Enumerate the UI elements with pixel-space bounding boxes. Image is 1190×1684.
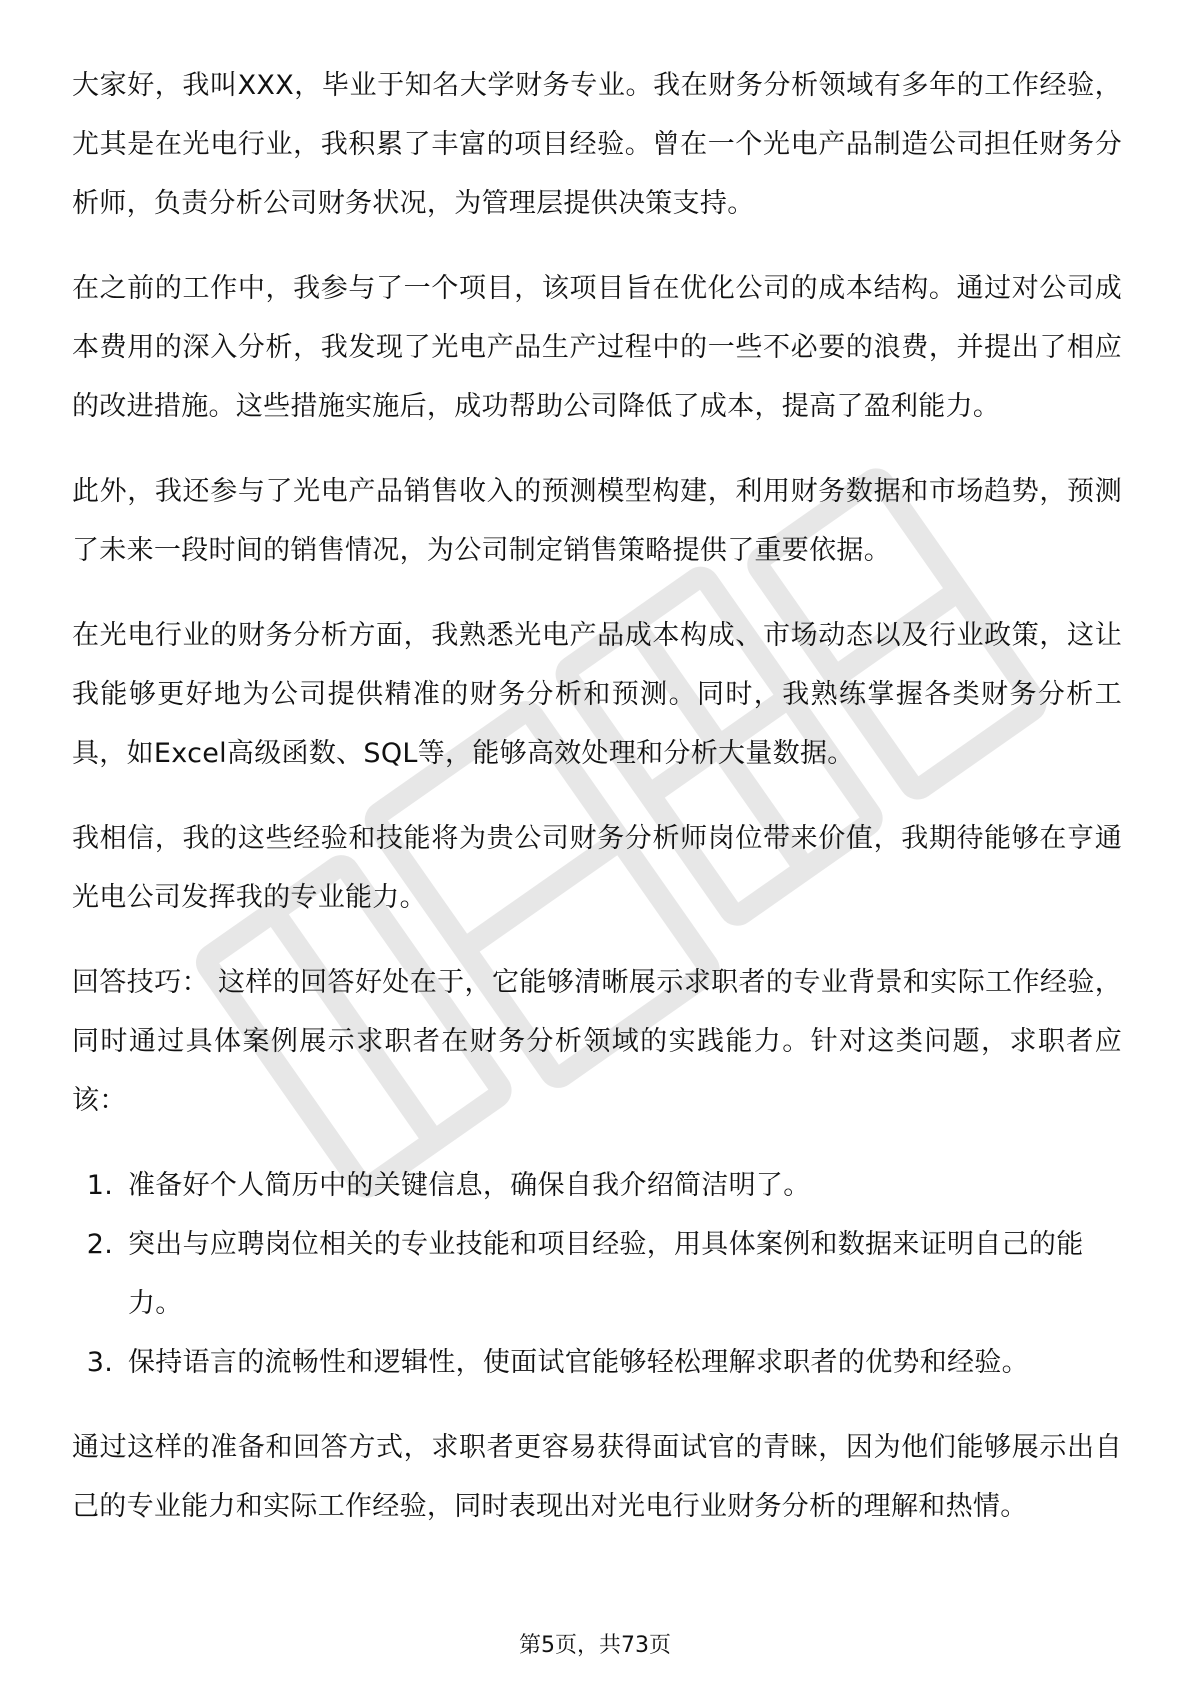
paragraph-industry-skills: 在光电行业的财务分析方面，我熟悉光电产品成本构成、市场动态以及行业政策，这让我能够更好地为公司提供精准的财务分析和预测。同时，我熟练掌握各类财务分析工具，如Excel高级函数、SQL等，能够高效处理和分析大量数据。	[72, 620, 1122, 769]
paragraph-intro: 大家好，我叫XXX，毕业于知名大学财务专业。我在财务分析领域有多年的工作经验，尤其是在光电行业，我积累了丰富的项目经验。曾在一个光电产品制造公司担任财务分析师，负责分析公司财务状况，为管理层提供决策支持。	[72, 70, 1122, 219]
paragraph-closing-statement: 我相信，我的这些经验和技能将为贵公司财务分析师岗位带来价值，我期待能够在亨通光电公司发挥我的专业能力。	[72, 823, 1122, 913]
tips-list	[72, 1156, 1122, 1392]
list-item: 3. 保持语言的流畅性和逻辑性，使面试官能够轻松理解求职者的优势和经验。	[122, 1333, 1122, 1392]
list-item: 2. 突出与应聘岗位相关的专业技能和项目经验，用具体案例和数据来证明自己的能力。	[122, 1215, 1122, 1333]
list-item: 1. 准备好个人简历中的关键信息，确保自我介绍简洁明了。	[122, 1156, 1122, 1215]
paragraph-forecast-model: 此外，我还参与了光电产品销售收入的预测模型构建，利用财务数据和市场趋势，预测了未来一段时间的销售情况，为公司制定销售策略提供了重要依据。	[72, 476, 1122, 566]
paragraph-conclusion: 通过这样的准备和回答方式，求职者更容易获得面试官的青睐，因为他们能够展示出自己的专业能力和实际工作经验，同时表现出对光电行业财务分析的理解和热情。	[72, 1432, 1122, 1522]
paragraph-project-cost: 在之前的工作中，我参与了一个项目，该项目旨在优化公司的成本结构。通过对公司成本费用的深入分析，我发现了光电产品生产过程中的一些不必要的浪费，并提出了相应的改进措施。这些措施实施后，成功帮助公司降低了成本，提高了盈利能力。	[72, 273, 1122, 422]
paragraph-tips-intro: 回答技巧： 这样的回答好处在于，它能够清晰展示求职者的专业背景和实际工作经验，同时通过具体案例展示求职者在财务分析领域的实践能力。针对这类问题，求职者应该：	[72, 967, 1122, 1116]
page-number-footer: 第5页，共73页	[519, 1633, 671, 1658]
document-body	[72, 56, 1122, 1562]
